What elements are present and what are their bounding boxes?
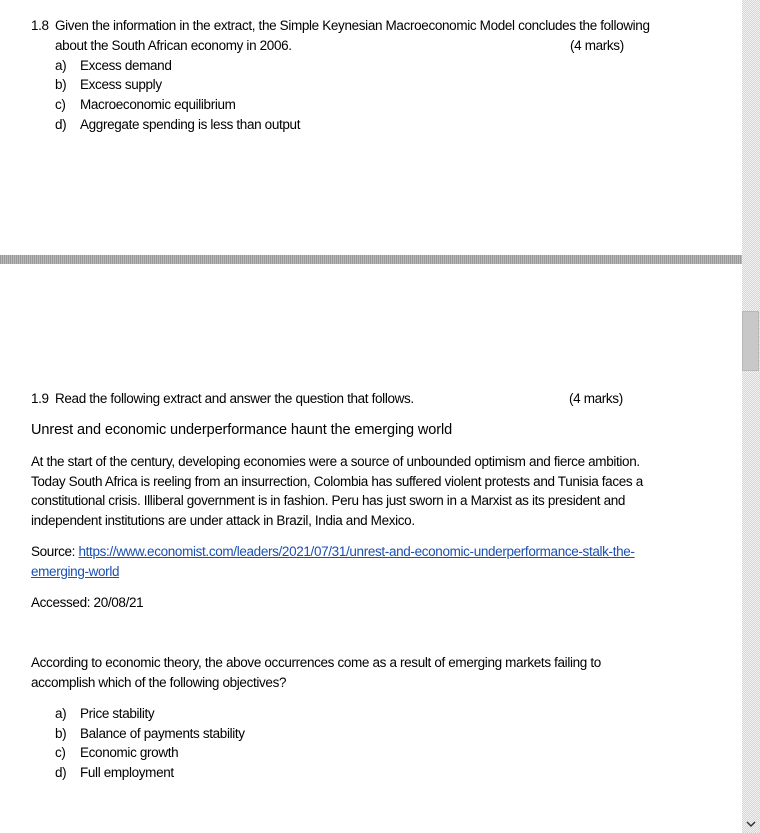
document-page-1 <box>0 0 742 255</box>
option-d: d) Aggregate spending is less than output <box>55 117 301 132</box>
source-line <box>31 542 635 561</box>
extract-body-line-2: Today South Africa is reeling from an insurrection, Colombia has suffered violent protests and Tunisia faces a <box>31 474 643 489</box>
extract-body-line-3: constitutional crisis. Illiberal government is in fashion. Peru has just sworn in a Marxist as its president and <box>31 493 626 508</box>
option-a: a) Excess demand <box>55 58 172 73</box>
question-1-8-text-line-1: Given the information in the extract, the Simple Keynesian Macroeconomic Model concludes the following <box>55 18 650 33</box>
option-a: a) Price stability <box>55 706 155 721</box>
option-b: b) Excess supply <box>55 77 162 92</box>
question-1-8-marks: (4 marks) <box>570 38 624 53</box>
extract-body-line-4: independent institutions are under attack in Brazil, India and Mexico. <box>31 513 415 528</box>
source-link[interactable]: https://www.economist.com/leaders/2021/07/31/unrest-and-economic-underperformance-stalk-the- <box>78 544 635 559</box>
question-1-9-intro: Read the following extract and answer the question that follows. <box>55 391 414 406</box>
page-separator <box>0 255 742 264</box>
source-link-part-2[interactable]: emerging-world <box>31 564 120 579</box>
option-c: c) Macroeconomic equilibrium <box>55 97 236 112</box>
chevron-down-icon <box>746 820 756 828</box>
vertical-scrollbar[interactable] <box>742 0 760 833</box>
option-d: d) Full employment <box>55 765 174 780</box>
option-c: c) Economic growth <box>55 745 179 760</box>
accessed-date: Accessed: 20/08/21 <box>31 595 144 610</box>
extract-body-line-1: At the start of the century, developing economies were a source of unbounded optimism and fierce ambition. <box>31 454 640 469</box>
source-label: Source: <box>31 544 79 559</box>
question-1-9-prompt-line-1: According to economic theory, the above occurrences come as a result of emerging markets failing to <box>31 655 601 670</box>
source-link-continuation <box>31 562 119 581</box>
question-1-9-prompt-line-2: accomplish which of the following objectives? <box>31 675 287 690</box>
question-1-9-marks: (4 marks) <box>569 391 623 406</box>
extract-headline: Unrest and economic underperformance haunt the emerging world <box>31 422 453 438</box>
question-1-8-text-line-2: about the South African economy in 2006. <box>55 38 292 53</box>
question-1-9-number: 1.9 <box>31 391 49 406</box>
option-b: b) Balance of payments stability <box>55 726 245 741</box>
question-1-8-number: 1.8 <box>31 18 49 33</box>
scrollbar-thumb[interactable] <box>742 311 759 371</box>
scroll-down-button[interactable] <box>742 815 760 833</box>
